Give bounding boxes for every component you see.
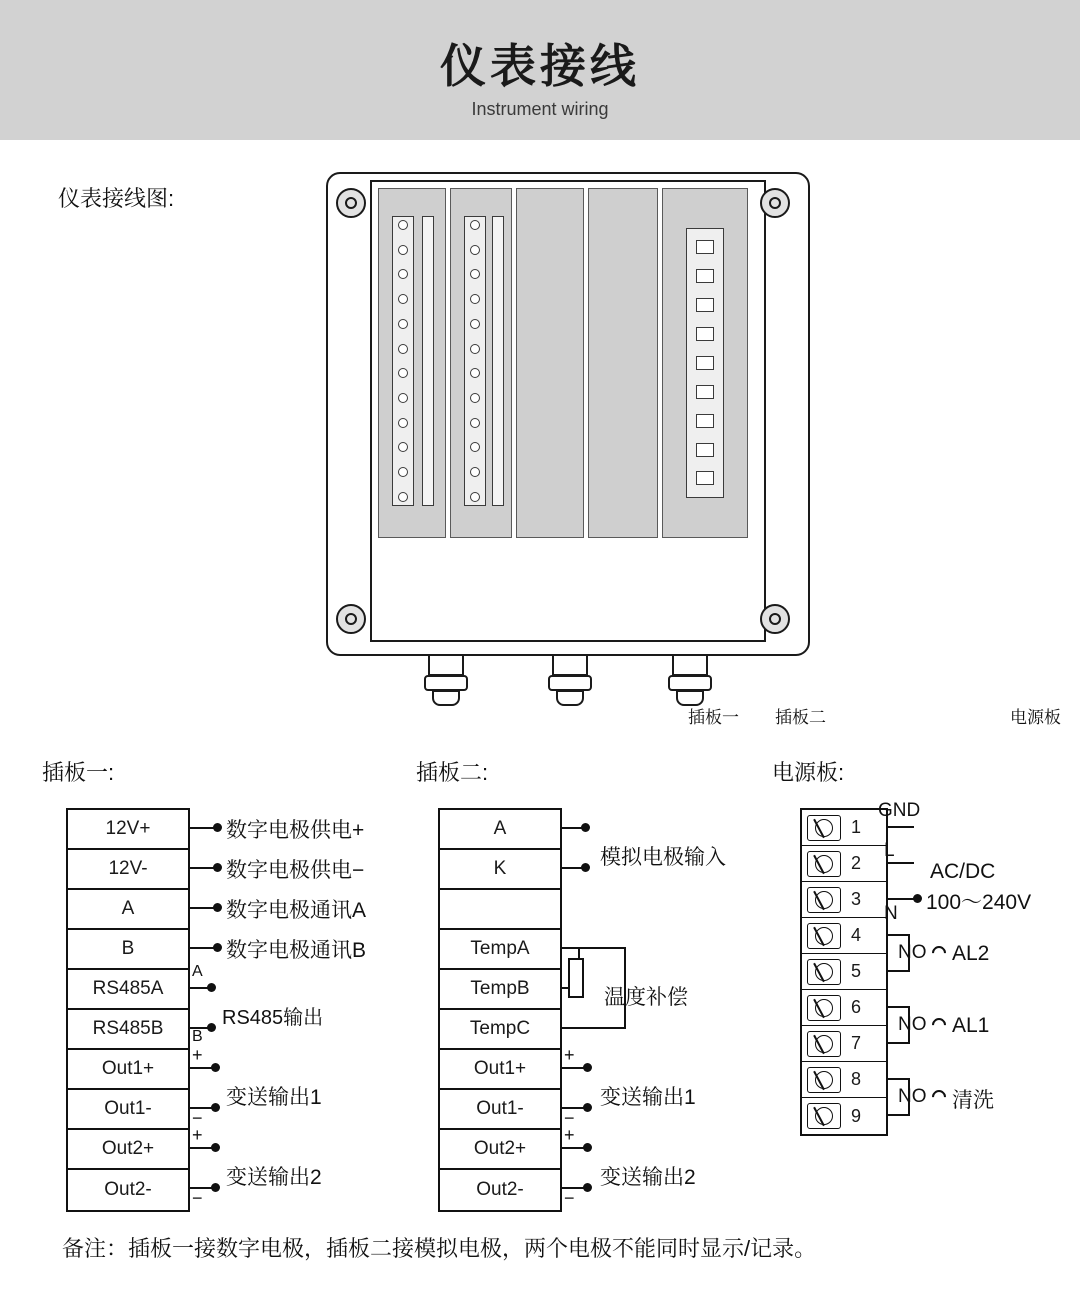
lead-line <box>888 826 914 828</box>
board2-annotation-analog-input: 模拟电极输入 <box>600 846 726 869</box>
lead-dot <box>913 894 922 903</box>
terminal-slot <box>696 356 714 370</box>
power-annotation-no-al1: NO <box>898 1014 927 1035</box>
lead-dot <box>213 903 222 912</box>
pin <box>398 319 408 329</box>
power-annotation-supply-range: 100～240V <box>926 891 1032 914</box>
table-row <box>802 846 886 882</box>
pin <box>470 442 480 452</box>
table-row: TempB <box>440 970 560 1010</box>
board2-sign-plus2: + <box>564 1125 575 1145</box>
lead-dot <box>211 1063 220 1072</box>
pin <box>470 492 480 502</box>
board1-annotation-comm-a: 数字电极通讯A <box>226 899 367 922</box>
pin <box>398 269 408 279</box>
power-annotation-gnd: GND <box>878 800 921 821</box>
board1-annotation-rs485-b: B <box>192 1028 203 1045</box>
lead-dot <box>211 1183 220 1192</box>
terminal-slot <box>696 269 714 283</box>
lead-dot <box>211 1143 220 1152</box>
pin <box>470 294 480 304</box>
lead-dot <box>207 983 216 992</box>
terminal-slot <box>696 471 714 485</box>
power-annotation-clean: 清洗 <box>952 1089 994 1112</box>
lead-line <box>562 1027 626 1029</box>
board2-terminal-table <box>438 808 562 1212</box>
table-row: Out2+ <box>68 1130 188 1170</box>
connector-strip-board2 <box>464 216 486 506</box>
table-row <box>802 1098 886 1134</box>
pin <box>470 319 480 329</box>
terminal-number: 4 <box>851 925 862 945</box>
footer-note: 备注：插板一接数字电极，插板二接模拟电极，两个电极不能同时显示/记录。 <box>62 1236 817 1261</box>
board1-card-edge <box>422 216 434 506</box>
table-row <box>802 990 886 1026</box>
page-title: 仪表接线 <box>440 40 640 92</box>
board2-sign-minus1: − <box>564 1108 575 1128</box>
table-row: RS485B <box>68 1010 188 1050</box>
screw-terminal-icon <box>807 995 841 1021</box>
pin <box>398 368 408 378</box>
board1-terminal-table <box>66 808 190 1212</box>
pin <box>470 368 480 378</box>
power-annotation-supply-type: AC/DC <box>930 860 996 883</box>
table-row: A <box>68 890 188 930</box>
cable-gland-icon <box>548 656 592 706</box>
power-annotation-l: L <box>884 840 895 861</box>
board1-annotation-comm-b: 数字电极通讯B <box>226 939 367 962</box>
lead-dot <box>581 863 590 872</box>
table-row: Out2- <box>440 1170 560 1210</box>
relay-contact-icon <box>929 1015 949 1035</box>
pin <box>398 492 408 502</box>
label-wiring-diagram: 仪表接线图: <box>58 186 175 211</box>
screw-terminal-icon <box>807 887 841 913</box>
screw-terminal-icon <box>807 959 841 985</box>
table-row <box>440 890 560 930</box>
lead-dot <box>213 863 222 872</box>
panel-slot-4 <box>588 188 658 538</box>
terminal-slot <box>696 298 714 312</box>
temperature-sensor-resistor <box>568 958 584 998</box>
screw-icon <box>336 604 366 634</box>
screw-terminal-icon <box>807 1067 841 1093</box>
board2-annotation-out2: 变送输出2 <box>600 1166 696 1189</box>
relay-contact-icon <box>929 943 949 963</box>
caption-board1: 插板一 <box>688 708 739 727</box>
table-row: TempC <box>440 1010 560 1050</box>
terminal-number: 3 <box>851 889 862 909</box>
terminal-number: 9 <box>851 1105 862 1126</box>
board2-annotation-out1: 变送输出1 <box>600 1086 696 1109</box>
pin <box>470 418 480 428</box>
page-header <box>0 0 1080 140</box>
pin <box>398 467 408 477</box>
connector-strip-board1 <box>392 216 414 506</box>
terminal-slot <box>696 385 714 399</box>
board2-card-edge <box>492 216 504 506</box>
board1-annotation-out1: 变送输出1 <box>226 1086 322 1109</box>
lead-dot <box>583 1143 592 1152</box>
cable-gland-icon <box>424 656 468 706</box>
pin <box>398 344 408 354</box>
terminal-number: 8 <box>851 1069 862 1089</box>
terminal-slot <box>696 327 714 341</box>
relay-contact-icon <box>929 1087 949 1107</box>
pin <box>398 418 408 428</box>
board1-annotation-power-minus: 数字电极供电− <box>226 859 365 882</box>
pin <box>470 467 480 477</box>
lead-line <box>888 1078 910 1080</box>
pin <box>398 220 408 230</box>
lead-line <box>888 1042 910 1044</box>
pin <box>470 220 480 230</box>
table-row: A <box>440 810 560 850</box>
lead-dot <box>583 1103 592 1112</box>
power-annotation-no-clean: NO <box>898 1086 927 1107</box>
table-row: Out2+ <box>440 1130 560 1170</box>
pin <box>398 294 408 304</box>
table-row <box>802 918 886 954</box>
table-row <box>802 1062 886 1098</box>
pin <box>398 245 408 255</box>
power-annotation-al1: AL1 <box>952 1014 990 1037</box>
terminal-number: 7 <box>851 1033 862 1053</box>
table-row: RS485A <box>68 970 188 1010</box>
screw-terminal-icon <box>807 851 841 877</box>
lead-dot <box>213 943 222 952</box>
screw-icon <box>760 604 790 634</box>
screw-terminal-icon <box>807 1103 841 1129</box>
board1-annotation-power-plus: 数字电极供电+ <box>226 819 365 842</box>
terminal-slot <box>696 443 714 457</box>
table-row: 12V- <box>68 850 188 890</box>
table-row <box>802 882 886 918</box>
table-row <box>802 810 886 846</box>
lead-line <box>888 1006 910 1008</box>
caption-board2: 插板二 <box>775 708 826 727</box>
pin <box>398 442 408 452</box>
pin <box>470 393 480 403</box>
screw-terminal-icon <box>807 815 841 841</box>
terminal-number: 5 <box>851 961 862 981</box>
screw-icon <box>336 188 366 218</box>
lead-line <box>888 1114 910 1116</box>
table-row <box>802 954 886 990</box>
table-row: Out1+ <box>440 1050 560 1090</box>
table-row: K <box>440 850 560 890</box>
board2-annotation-temp-comp: 温度补偿 <box>604 986 688 1009</box>
panel-slot-3 <box>516 188 584 538</box>
label-board1: 插板一: <box>42 760 115 785</box>
board1-annotation-rs485-a: A <box>192 963 203 980</box>
lead-dot <box>581 823 590 832</box>
cable-gland-icon <box>668 656 712 706</box>
lead-dot <box>207 1023 216 1032</box>
caption-power-board: 电源板 <box>1010 708 1061 727</box>
terminal-number: 6 <box>851 997 862 1017</box>
terminal-slot <box>696 414 714 428</box>
table-row: Out1+ <box>68 1050 188 1090</box>
power-annotation-al2: AL2 <box>952 942 990 965</box>
lead-dot <box>583 1183 592 1192</box>
label-power-board: 电源板: <box>772 760 845 785</box>
table-row: TempA <box>440 930 560 970</box>
pin <box>470 245 480 255</box>
lead-line <box>888 862 914 864</box>
page-subtitle: Instrument wiring <box>471 99 609 119</box>
pin <box>470 269 480 279</box>
connector-strip-power-board <box>686 228 724 498</box>
board1-sign-plus2: + <box>192 1125 203 1145</box>
pin <box>470 344 480 354</box>
screw-terminal-icon <box>807 923 841 949</box>
board1-sign-minus1: − <box>192 1108 203 1128</box>
board1-annotation-rs485-out: RS485输出 <box>222 1007 324 1029</box>
board1-annotation-out2: 变送输出2 <box>226 1166 322 1189</box>
table-row: Out1- <box>68 1090 188 1130</box>
power-board-terminal-table <box>800 808 888 1136</box>
board2-sign-plus1: + <box>564 1045 575 1065</box>
lead-dot <box>213 823 222 832</box>
terminal-number: 1 <box>851 817 862 837</box>
table-row: 12V+ <box>68 810 188 850</box>
lead-dot <box>211 1103 220 1112</box>
lead-dot <box>583 1063 592 1072</box>
board1-sign-minus2: − <box>192 1188 203 1208</box>
terminal-slot <box>696 240 714 254</box>
screw-terminal-icon <box>807 1031 841 1057</box>
table-row: Out1- <box>440 1090 560 1130</box>
terminal-number: 2 <box>851 853 862 873</box>
instrument-enclosure-illustration <box>320 168 1061 728</box>
table-row: B <box>68 930 188 970</box>
table-row <box>802 1026 886 1062</box>
board1-sign-plus1: + <box>192 1045 203 1065</box>
screw-icon <box>760 188 790 218</box>
lead-line <box>888 970 910 972</box>
lead-line <box>888 934 910 936</box>
board2-sign-minus2: − <box>564 1188 575 1208</box>
lead-line <box>562 947 626 949</box>
table-row: Out2- <box>68 1170 188 1210</box>
power-annotation-no-al2: NO <box>898 942 927 963</box>
power-annotation-n: N <box>884 903 898 924</box>
pin <box>398 393 408 403</box>
label-board2: 插板二: <box>416 760 489 785</box>
